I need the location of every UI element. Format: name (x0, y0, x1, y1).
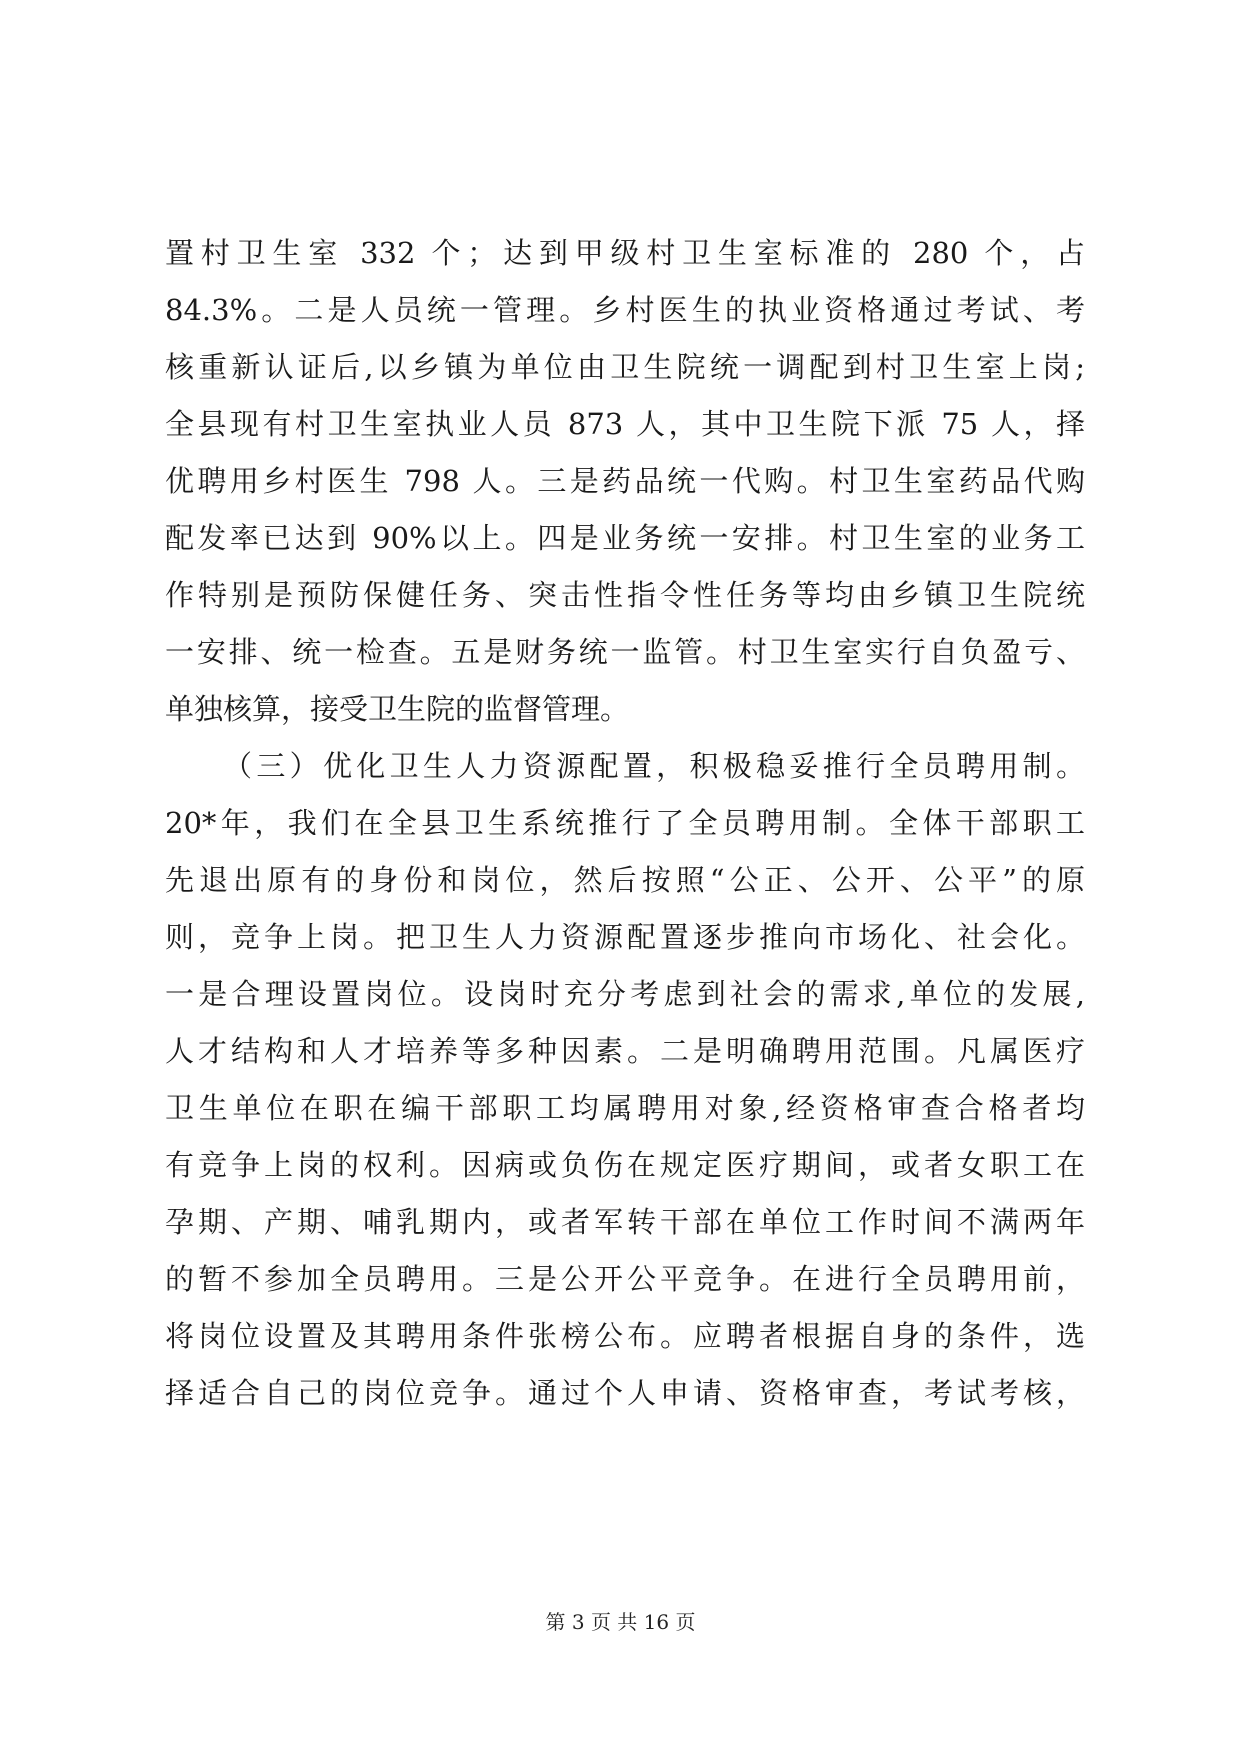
body-line: 则，竞争上岗。把卫生人力资源配置逐步推向市场化、社会化。 (165, 920, 1085, 954)
document-body (165, 225, 1085, 1422)
body-line: 84.3%。二是人员统一管理。乡村医生的执业资格通过考试、考 (165, 293, 1085, 327)
body-line: 孕期、产期、哺乳期内，或者军转干部在单位工作时间不满两年 (165, 1205, 1085, 1239)
body-line: 一是合理设置岗位。设岗时充分考虑到社会的需求,单位的发展, (165, 977, 1085, 1011)
body-line: 择适合自己的岗位竞争。通过个人申请、资格审查，考试考核， (165, 1376, 1085, 1410)
body-line: 人才结构和人才培养等多种因素。二是明确聘用范围。凡属医疗 (165, 1034, 1085, 1068)
section-heading-line: （三）优化卫生人力资源配置，积极稳妥推行全员聘用制。 (223, 749, 1085, 783)
body-line: 20*年，我们在全县卫生系统推行了全员聘用制。全体干部职工 (165, 806, 1085, 840)
body-line: 的暂不参加全员聘用。三是公开公平竞争。在进行全员聘用前， (165, 1262, 1085, 1296)
body-line: 先退出原有的身份和岗位，然后按照“公正、公开、公平”的原 (165, 863, 1085, 897)
body-line: 作特别是预防保健任务、突击性指令性任务等均由乡镇卫生院统 (165, 578, 1085, 612)
body-line: 单独核算，接受卫生院的监督管理。 (165, 692, 630, 726)
body-line: 有竞争上岗的权利。因病或负伤在规定医疗期间，或者女职工在 (165, 1148, 1085, 1182)
body-line: 一安排、统一检查。五是财务统一监管。村卫生室实行自负盈亏、 (165, 635, 1085, 669)
body-line: 置村卫生室 332 个；达到甲级村卫生室标准的 280 个，占 (165, 236, 1085, 270)
body-line: 卫生单位在职在编干部职工均属聘用对象,经资格审查合格者均 (165, 1091, 1085, 1125)
page-number-footer: 第 3 页 共 16 页 (545, 1610, 696, 1634)
body-line: 配发率已达到 90%以上。四是业务统一安排。村卫生室的业务工 (165, 521, 1085, 555)
body-line: 核重新认证后,以乡镇为单位由卫生院统一调配到村卫生室上岗; (165, 350, 1085, 384)
body-line: 优聘用乡村医生 798 人。三是药品统一代购。村卫生室药品代购 (165, 464, 1085, 498)
body-line: 全县现有村卫生室执业人员 873 人，其中卫生院下派 75 人，择 (165, 407, 1085, 441)
body-line: 将岗位设置及其聘用条件张榜公布。应聘者根据自身的条件，选 (165, 1319, 1085, 1353)
